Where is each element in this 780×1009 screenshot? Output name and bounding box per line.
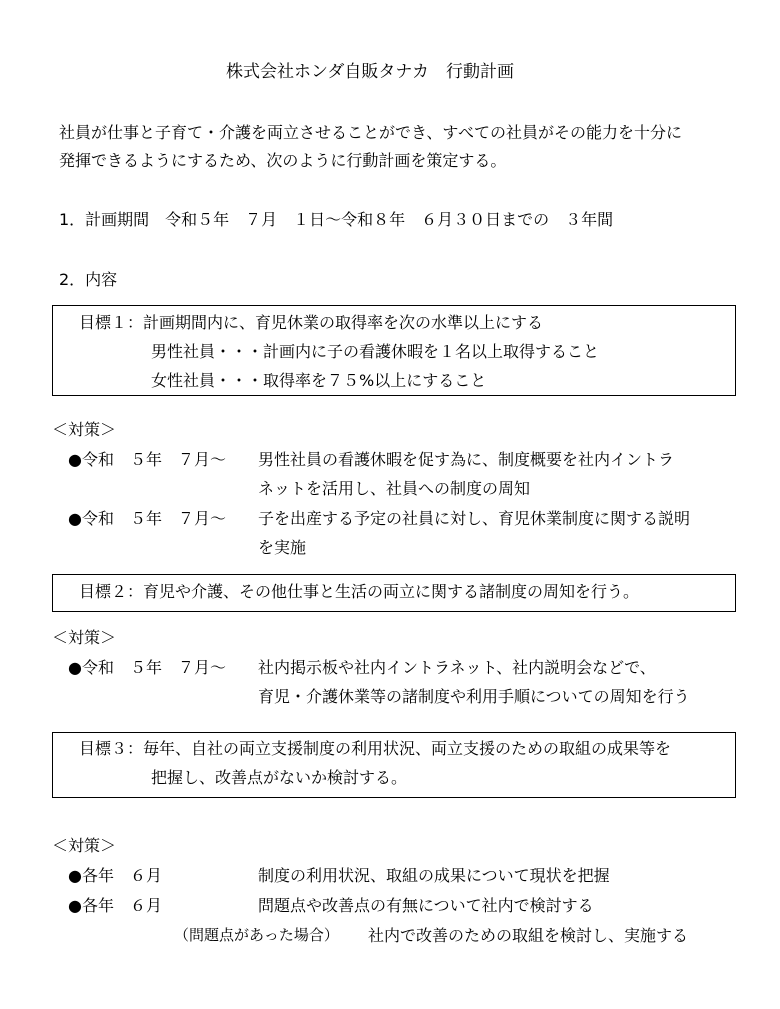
measure-2-1-line-1: 社内掲示板や社内イントラネット、社内説明会などで、: [258, 658, 656, 677]
measure-2-1-when: ●令和 ５年 ７月～: [68, 658, 226, 677]
measure-3-2-line-1: 問題点や改善点の有無について社内で検討する: [258, 896, 594, 915]
measure-1-2-line-2: を実施: [258, 538, 307, 557]
goal-1-line-3: 女性社員・・・取得率を７５%以上にすること: [151, 371, 487, 390]
page-title: 株式会社ホンダ自販タナカ 行動計画: [226, 62, 514, 82]
measures-2-heading: ＜対策＞: [52, 628, 117, 647]
measure-1-2-line-1: 子を出産する予定の社員に対し、育児休業制度に関する説明: [258, 509, 691, 528]
intro-line-2: 発揮できるようにするため、次のように行動計画を策定する。: [59, 151, 507, 170]
measure-1-1-line-2: ネットを活用し、社員への制度の周知: [258, 479, 531, 498]
intro-line-1: 社員が仕事と子育て・介護を両立させることができ、すべての社員がその能力を十分に: [59, 123, 683, 142]
goal-3-line-2: 把握し、改善点がないか検討する。: [151, 768, 408, 787]
measure-1-2-when: ●令和 ５年 ７月～: [68, 509, 226, 528]
goal-1-line-1: 目標１：計画期間内に、育児休業の取得率を次の水準以上にする: [79, 313, 544, 332]
measure-2-1-line-2: 育児・介護休業等の諸制度や利用手順についての周知を行う: [258, 687, 690, 706]
goal-3-line-1: 目標３：毎年、自社の両立支援制度の利用状況、両立支援のための取組の成果等を: [79, 739, 672, 758]
content-heading: 2．内容: [59, 270, 118, 289]
measures-1-heading: ＜対策＞: [52, 420, 117, 439]
measure-3-1-line-1: 制度の利用状況、取組の成果について現状を把握: [258, 866, 610, 885]
goal-2-line-1: 目標２：育児や介護、その他仕事と生活の両立に関する諸制度の周知を行う。: [79, 582, 640, 601]
goal-1-line-2: 男性社員・・・計画内に子の看護休暇を１名以上取得すること: [151, 342, 600, 361]
measure-3-1-when: ●各年 ６月: [68, 866, 162, 885]
measure-1-1-line-1: 男性社員の看護休暇を促す為に、制度概要を社内イントラ: [258, 450, 675, 469]
measure-3-2-when: ●各年 ６月: [68, 896, 162, 915]
measure-1-1-when: ●令和 ５年 ７月～: [68, 450, 226, 469]
measure-3-note-action: 社内で改善のための取組を検討し、実施する: [368, 926, 689, 945]
measures-3-heading: ＜対策＞: [52, 836, 117, 855]
plan-period: 1．計画期間 令和５年 ７月 １日～令和８年 ６月３０日までの ３年間: [59, 210, 614, 229]
measure-3-note-condition: （問題点があった場合）: [174, 926, 339, 944]
